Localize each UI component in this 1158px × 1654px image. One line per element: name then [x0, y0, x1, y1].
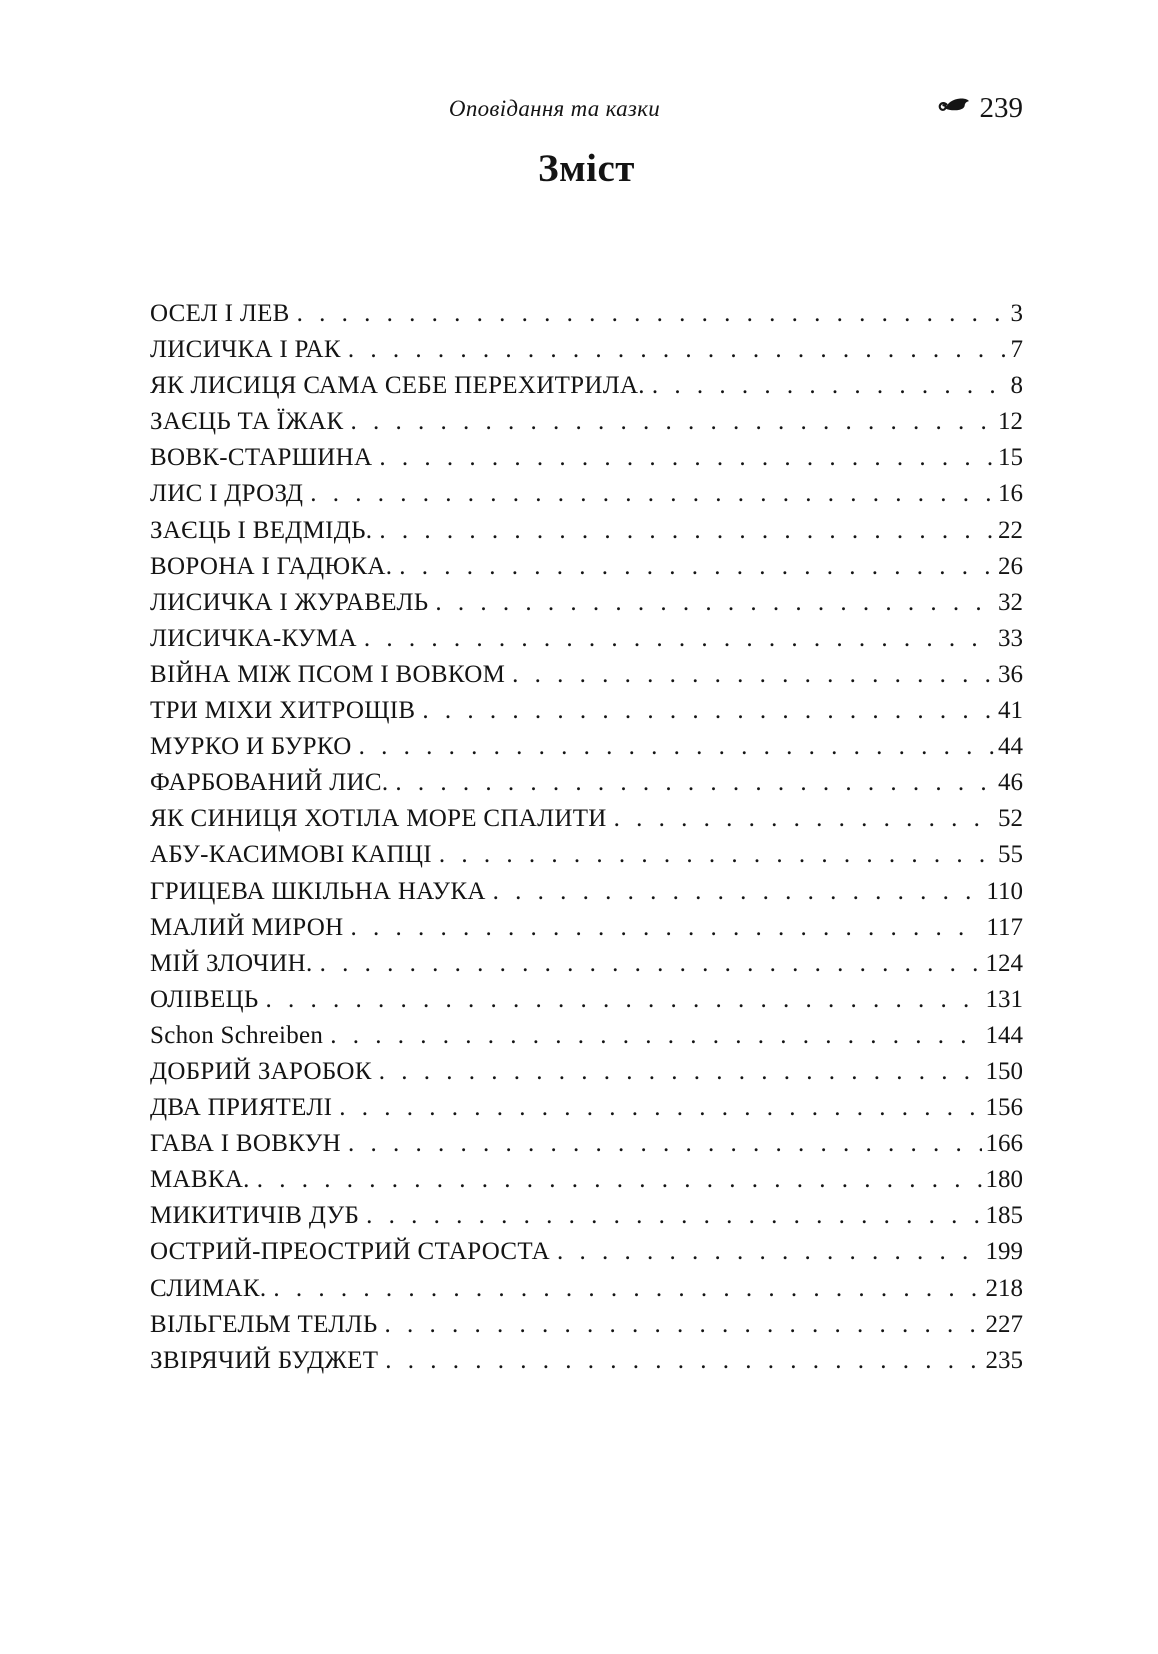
toc-entry-title: ФАРБОВАНИЙ ЛИС. [150, 769, 389, 797]
toc-entry-page: 124 [985, 949, 1023, 977]
toc-entry-title: МІЙ ЗЛОЧИН. [150, 949, 313, 977]
toc-entry [150, 480, 1023, 516]
dot-leader [384, 1311, 981, 1339]
toc-entry [150, 408, 1023, 444]
toc-entry-title: ТРИ МІХИ ХИТРОЩІВ [150, 697, 416, 725]
header-page-number: 239 [979, 92, 1023, 124]
toc-entry [150, 553, 1023, 589]
toc-entry-title: ВОВК-СТАРШИНА [150, 444, 373, 472]
dot-leader [364, 625, 994, 653]
dot-leader [273, 1275, 981, 1303]
toc-entry-page: 110 [986, 877, 1023, 905]
toc-entry-page: 117 [986, 913, 1023, 941]
dot-leader [310, 480, 994, 508]
dot-leader [385, 1347, 981, 1375]
toc-entry [150, 914, 1023, 950]
toc-entry-title: ДОБРИЙ ЗАРОБОК [150, 1057, 372, 1085]
dot-leader [366, 1202, 981, 1230]
toc-entry-title: ЛИСИЧКА-КУМА [150, 624, 357, 652]
toc-entry-page: 46 [998, 769, 1023, 797]
dot-leader [359, 733, 994, 761]
header-page-number-group [938, 91, 1024, 125]
toc-entry-title: МИКИТИЧІВ ДУБ [150, 1202, 360, 1230]
toc-entry [150, 1130, 1023, 1166]
toc-entry-title: ЯК СИНИЦЯ ХОТІЛА МОРЕ СПАЛИТИ [150, 805, 607, 833]
toc-entry-page: 33 [998, 624, 1023, 652]
dot-leader [320, 950, 982, 978]
toc-entry-title: СЛИМАК. [150, 1274, 267, 1302]
toc-entry [150, 1094, 1023, 1130]
toc-entry-title: ЗВІРЯЧИЙ БУДЖЕТ [150, 1346, 379, 1374]
toc-entry [150, 300, 1023, 336]
toc-entry [150, 517, 1023, 553]
toc-entry-page: 185 [985, 1202, 1023, 1230]
toc-entry-page: 12 [998, 408, 1023, 436]
page-title: Зміст [538, 147, 635, 190]
toc-entry [150, 697, 1023, 733]
toc-entry [150, 986, 1023, 1022]
dot-leader [652, 372, 1007, 400]
toc-entry [150, 805, 1023, 841]
toc-entry [150, 336, 1023, 372]
dot-leader [379, 517, 994, 545]
toc-entry-title: АБУ-КАСИМОВІ КАПЦІ [150, 841, 432, 869]
toc-entry-title: ЛИСИЧКА І РАК [150, 336, 341, 364]
toc-entry-title: ЛИС І ДРОЗД [150, 480, 304, 508]
toc-entry-page: 166 [985, 1130, 1023, 1158]
toc-entry-title: ДВА ПРИЯТЕЛІ [150, 1094, 333, 1122]
toc-entry-title: ВОРОНА І ГАДЮКА. [150, 552, 393, 580]
toc-entry [150, 1202, 1023, 1238]
toc-entry-title: ВІЛЬГЕЛЬМ ТЕЛЛЬ [150, 1310, 378, 1338]
dot-leader [512, 661, 994, 689]
toc-entry-title: ЗАЄЦЬ І ВЕДМІДЬ. [150, 516, 373, 544]
toc-entry-page: 150 [985, 1057, 1023, 1085]
toc-entry-page: 16 [998, 480, 1023, 508]
toc-entry-page: 131 [985, 985, 1023, 1013]
running-header-title: Оповідання та казки [448, 96, 661, 121]
toc-entry-title: Schon Schreiben [150, 1021, 324, 1049]
dot-leader [351, 914, 983, 942]
toc-entry [150, 733, 1023, 769]
toc-entry [150, 625, 1023, 661]
toc-entry-page: 55 [998, 841, 1023, 869]
toc-list [150, 300, 1023, 1383]
toc-entry [150, 950, 1023, 986]
toc-entry-page: 32 [998, 588, 1023, 616]
toc-entry-title: ЯК ЛИСИЦЯ САМА СЕБЕ ПЕРЕХИТРИЛА. [150, 372, 645, 400]
toc-entry [150, 1347, 1023, 1383]
toc-entry-page: 156 [985, 1094, 1023, 1122]
toc-entry-page: 144 [985, 1021, 1023, 1049]
toc-entry-page: 3 [1010, 300, 1023, 327]
toc-entry-page: 52 [998, 805, 1023, 833]
toc-entry [150, 1311, 1023, 1347]
dot-leader [266, 986, 982, 1014]
dot-leader [350, 408, 994, 436]
dot-leader [614, 805, 994, 833]
toc-entry-title: ГРИЦЕВА ШКІЛЬНА НАУКА [150, 877, 486, 905]
dot-leader [297, 300, 1007, 328]
toc-entry [150, 444, 1023, 480]
toc-entry [150, 589, 1023, 625]
toc-entry-title: ОЛІВЕЦЬ [150, 985, 259, 1013]
toc-entry-page: 36 [998, 660, 1023, 688]
toc-entry-page: 218 [985, 1274, 1023, 1302]
dot-leader [348, 336, 1007, 364]
toc-entry-page: 235 [985, 1346, 1023, 1374]
toc-entry [150, 1275, 1023, 1311]
dot-leader [395, 769, 994, 797]
toc-entry-title: ОСТРИЙ-ПРЕОСТРИЙ СТАРОСТА [150, 1238, 551, 1266]
toc-entry-title: ГАВА І ВОВКУН [150, 1130, 341, 1158]
toc-entry [150, 1022, 1023, 1058]
toc-entry-page: 8 [1010, 372, 1023, 400]
dot-leader [422, 697, 994, 725]
toc-entry-page: 44 [998, 733, 1023, 761]
dot-leader [379, 1058, 982, 1086]
toc-entry [150, 1058, 1023, 1094]
toc-entry [150, 841, 1023, 877]
dot-leader [493, 878, 983, 906]
toc-entry-page: 22 [998, 516, 1023, 544]
toc-entry [150, 661, 1023, 697]
dot-leader [348, 1130, 982, 1158]
toc-entry-page: 41 [998, 697, 1023, 725]
toc-entry-title: МАВКА. [150, 1166, 250, 1194]
toc-entry [150, 1166, 1023, 1202]
toc-entry-page: 15 [998, 444, 1023, 472]
toc-entry-page: 199 [985, 1238, 1023, 1266]
toc-entry-title: ЗАЄЦЬ ТА ЇЖАК [150, 408, 344, 436]
toc-entry-page: 180 [985, 1166, 1023, 1194]
toc-entry [150, 1238, 1023, 1274]
toc-entry-title: ВІЙНА МІЖ ПСОМ І ВОВКОМ [150, 660, 506, 688]
toc-entry [150, 878, 1023, 914]
dot-leader [399, 553, 994, 581]
dot-leader [379, 444, 994, 472]
toc-entry-page: 7 [1010, 336, 1023, 364]
dot-leader [330, 1022, 981, 1050]
dot-leader [257, 1166, 982, 1194]
dot-leader [557, 1238, 981, 1266]
toc-entry-title: МАЛИЙ МИРОН [150, 913, 344, 941]
dot-leader [339, 1094, 981, 1122]
toc-entry [150, 372, 1023, 408]
toc-entry-page: 26 [998, 552, 1023, 580]
toc-entry-title: МУРКО И БУРКО [150, 733, 352, 761]
toc-entry-page: 227 [985, 1310, 1023, 1338]
toc-entry-title: ОСЕЛ І ЛЕВ [150, 300, 290, 327]
toc-entry-title: ЛИСИЧКА І ЖУРАВЕЛЬ [150, 588, 429, 616]
dot-leader [439, 841, 994, 869]
running-header [150, 94, 1023, 134]
fleuron-icon [938, 95, 970, 122]
dot-leader [435, 589, 994, 617]
toc-entry [150, 769, 1023, 805]
